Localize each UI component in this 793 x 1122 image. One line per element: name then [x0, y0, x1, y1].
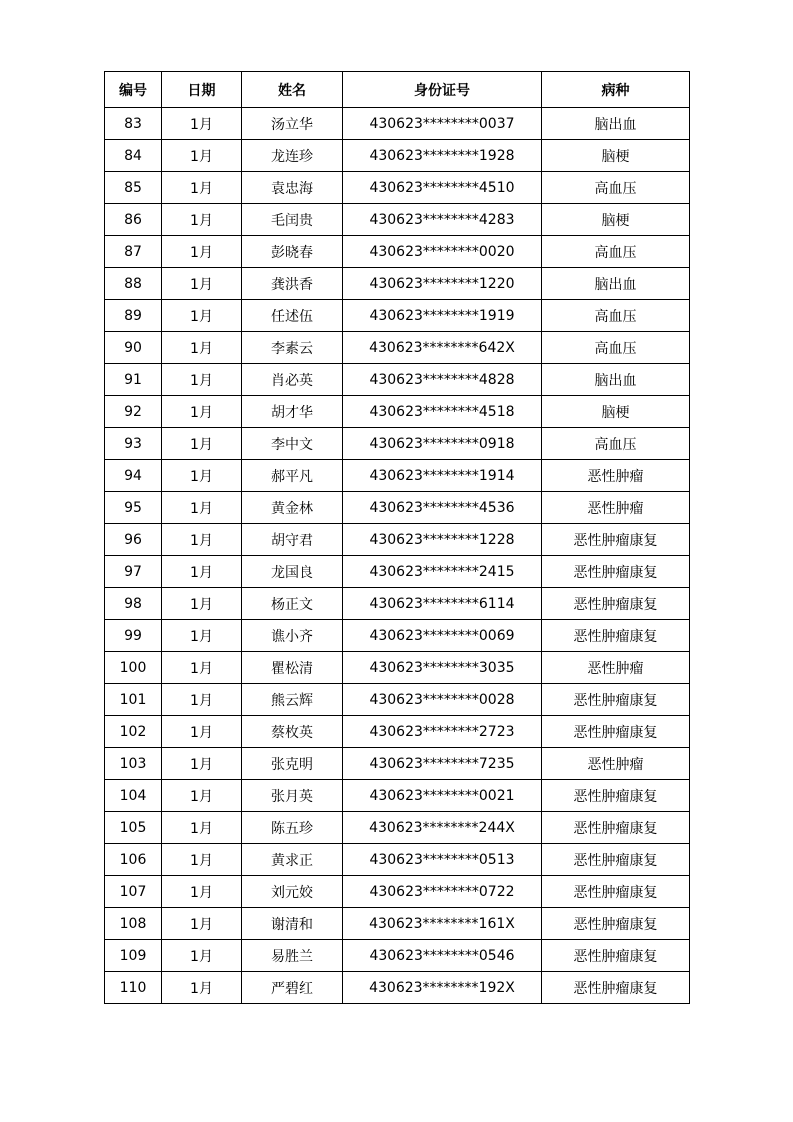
table-row	[105, 908, 690, 940]
cell-id-number: 430623********0021	[343, 780, 542, 812]
cell-date: 1月	[162, 492, 242, 524]
cell-date: 1月	[162, 300, 242, 332]
cell-date: 1月	[162, 812, 242, 844]
cell-date: 1月	[162, 652, 242, 684]
cell-number: 93	[105, 428, 162, 460]
cell-number: 90	[105, 332, 162, 364]
cell-id-number: 430623********0037	[343, 108, 542, 140]
cell-id-number: 430623********1914	[343, 460, 542, 492]
cell-name: 汤立华	[242, 108, 343, 140]
cell-name: 袁忠海	[242, 172, 343, 204]
cell-id-number: 430623********192X	[343, 972, 542, 1004]
cell-number: 97	[105, 556, 162, 588]
cell-date: 1月	[162, 172, 242, 204]
table-row	[105, 236, 690, 268]
cell-number: 94	[105, 460, 162, 492]
cell-date: 1月	[162, 844, 242, 876]
table-row	[105, 332, 690, 364]
cell-name: 谯小齐	[242, 620, 343, 652]
table-row	[105, 748, 690, 780]
cell-disease: 恶性肿瘤康复	[542, 972, 690, 1004]
cell-date: 1月	[162, 268, 242, 300]
table-row	[105, 140, 690, 172]
cell-id-number: 430623********0513	[343, 844, 542, 876]
cell-disease: 恶性肿瘤康复	[542, 620, 690, 652]
cell-disease: 高血压	[542, 332, 690, 364]
cell-date: 1月	[162, 908, 242, 940]
cell-id-number: 430623********1919	[343, 300, 542, 332]
cell-name: 李中文	[242, 428, 343, 460]
cell-date: 1月	[162, 684, 242, 716]
cell-name: 谢清和	[242, 908, 343, 940]
cell-number: 92	[105, 396, 162, 428]
cell-id-number: 430623********2415	[343, 556, 542, 588]
cell-id-number: 430623********1220	[343, 268, 542, 300]
cell-name: 蔡枚英	[242, 716, 343, 748]
cell-number: 108	[105, 908, 162, 940]
table-row	[105, 268, 690, 300]
table-row	[105, 524, 690, 556]
cell-number: 86	[105, 204, 162, 236]
cell-id-number: 430623********0028	[343, 684, 542, 716]
cell-number: 101	[105, 684, 162, 716]
table-header	[105, 72, 690, 108]
cell-number: 98	[105, 588, 162, 620]
cell-number: 110	[105, 972, 162, 1004]
cell-number: 85	[105, 172, 162, 204]
cell-disease: 脑出血	[542, 364, 690, 396]
cell-name: 胡守君	[242, 524, 343, 556]
cell-id-number: 430623********4510	[343, 172, 542, 204]
cell-date: 1月	[162, 332, 242, 364]
cell-id-number: 430623********0020	[343, 236, 542, 268]
cell-id-number: 430623********0722	[343, 876, 542, 908]
table-row	[105, 684, 690, 716]
cell-date: 1月	[162, 428, 242, 460]
cell-id-number: 430623********1228	[343, 524, 542, 556]
cell-disease: 高血压	[542, 300, 690, 332]
cell-id-number: 430623********4536	[343, 492, 542, 524]
cell-disease: 恶性肿瘤	[542, 492, 690, 524]
cell-id-number: 430623********161X	[343, 908, 542, 940]
cell-name: 严碧红	[242, 972, 343, 1004]
cell-name: 杨正文	[242, 588, 343, 620]
cell-number: 107	[105, 876, 162, 908]
cell-name: 张月英	[242, 780, 343, 812]
cell-disease: 恶性肿瘤	[542, 748, 690, 780]
table-row	[105, 172, 690, 204]
cell-name: 陈五珍	[242, 812, 343, 844]
cell-date: 1月	[162, 876, 242, 908]
cell-name: 黄求正	[242, 844, 343, 876]
header-row	[105, 72, 690, 108]
cell-date: 1月	[162, 364, 242, 396]
cell-name: 黄金林	[242, 492, 343, 524]
table-row	[105, 396, 690, 428]
cell-disease: 恶性肿瘤康复	[542, 876, 690, 908]
table-row	[105, 108, 690, 140]
cell-disease: 恶性肿瘤	[542, 652, 690, 684]
patient-records-table	[104, 71, 690, 1004]
cell-disease: 恶性肿瘤康复	[542, 844, 690, 876]
table-row	[105, 588, 690, 620]
cell-number: 83	[105, 108, 162, 140]
cell-disease: 恶性肿瘤康复	[542, 716, 690, 748]
cell-date: 1月	[162, 204, 242, 236]
header-disease: 病种	[542, 72, 690, 108]
cell-date: 1月	[162, 460, 242, 492]
cell-name: 张克明	[242, 748, 343, 780]
cell-id-number: 430623********244X	[343, 812, 542, 844]
cell-id-number: 430623********7235	[343, 748, 542, 780]
table-row	[105, 972, 690, 1004]
header-number: 编号	[105, 72, 162, 108]
cell-date: 1月	[162, 140, 242, 172]
table-row	[105, 716, 690, 748]
cell-date: 1月	[162, 396, 242, 428]
cell-number: 106	[105, 844, 162, 876]
cell-name: 刘元姣	[242, 876, 343, 908]
table-row	[105, 780, 690, 812]
cell-number: 105	[105, 812, 162, 844]
table-row	[105, 940, 690, 972]
table-row	[105, 364, 690, 396]
cell-id-number: 430623********642X	[343, 332, 542, 364]
cell-number: 91	[105, 364, 162, 396]
cell-number: 87	[105, 236, 162, 268]
cell-disease: 脑出血	[542, 108, 690, 140]
cell-date: 1月	[162, 556, 242, 588]
cell-number: 103	[105, 748, 162, 780]
cell-disease: 脑梗	[542, 204, 690, 236]
cell-name: 任述伍	[242, 300, 343, 332]
cell-disease: 恶性肿瘤康复	[542, 524, 690, 556]
cell-date: 1月	[162, 236, 242, 268]
table-row	[105, 876, 690, 908]
table-row	[105, 428, 690, 460]
cell-name: 瞿松清	[242, 652, 343, 684]
table-row	[105, 204, 690, 236]
cell-number: 102	[105, 716, 162, 748]
cell-name: 郝平凡	[242, 460, 343, 492]
cell-name: 龙连珍	[242, 140, 343, 172]
cell-disease: 脑梗	[542, 140, 690, 172]
cell-disease: 恶性肿瘤康复	[542, 940, 690, 972]
cell-id-number: 430623********6114	[343, 588, 542, 620]
cell-name: 龙国良	[242, 556, 343, 588]
cell-id-number: 430623********0069	[343, 620, 542, 652]
cell-date: 1月	[162, 940, 242, 972]
cell-disease: 恶性肿瘤	[542, 460, 690, 492]
cell-disease: 脑梗	[542, 396, 690, 428]
cell-disease: 恶性肿瘤康复	[542, 588, 690, 620]
cell-disease: 高血压	[542, 428, 690, 460]
table-row	[105, 812, 690, 844]
cell-date: 1月	[162, 780, 242, 812]
cell-id-number: 430623********0918	[343, 428, 542, 460]
cell-number: 88	[105, 268, 162, 300]
header-id-number: 身份证号	[343, 72, 542, 108]
cell-name: 肖必英	[242, 364, 343, 396]
cell-date: 1月	[162, 716, 242, 748]
cell-name: 龚洪香	[242, 268, 343, 300]
cell-number: 96	[105, 524, 162, 556]
table-row	[105, 460, 690, 492]
cell-id-number: 430623********3035	[343, 652, 542, 684]
table-row	[105, 492, 690, 524]
cell-name: 熊云辉	[242, 684, 343, 716]
cell-number: 95	[105, 492, 162, 524]
cell-number: 100	[105, 652, 162, 684]
cell-disease: 恶性肿瘤康复	[542, 780, 690, 812]
header-name: 姓名	[242, 72, 343, 108]
cell-id-number: 430623********2723	[343, 716, 542, 748]
cell-disease: 脑出血	[542, 268, 690, 300]
cell-name: 彭晓春	[242, 236, 343, 268]
cell-number: 84	[105, 140, 162, 172]
cell-number: 104	[105, 780, 162, 812]
cell-disease: 恶性肿瘤康复	[542, 684, 690, 716]
cell-id-number: 430623********4518	[343, 396, 542, 428]
cell-id-number: 430623********0546	[343, 940, 542, 972]
cell-number: 89	[105, 300, 162, 332]
cell-date: 1月	[162, 620, 242, 652]
cell-date: 1月	[162, 588, 242, 620]
cell-disease: 恶性肿瘤康复	[542, 812, 690, 844]
table-row	[105, 652, 690, 684]
table-row	[105, 844, 690, 876]
cell-date: 1月	[162, 108, 242, 140]
cell-name: 胡才华	[242, 396, 343, 428]
cell-name: 李素云	[242, 332, 343, 364]
cell-number: 109	[105, 940, 162, 972]
cell-number: 99	[105, 620, 162, 652]
cell-disease: 高血压	[542, 172, 690, 204]
table-row	[105, 620, 690, 652]
table-row	[105, 556, 690, 588]
cell-disease: 高血压	[542, 236, 690, 268]
cell-date: 1月	[162, 972, 242, 1004]
cell-disease: 恶性肿瘤康复	[542, 556, 690, 588]
cell-name: 易胜兰	[242, 940, 343, 972]
table-body	[105, 108, 690, 1004]
cell-disease: 恶性肿瘤康复	[542, 908, 690, 940]
cell-id-number: 430623********4283	[343, 204, 542, 236]
cell-name: 毛闰贵	[242, 204, 343, 236]
cell-id-number: 430623********1928	[343, 140, 542, 172]
cell-id-number: 430623********4828	[343, 364, 542, 396]
cell-date: 1月	[162, 524, 242, 556]
cell-date: 1月	[162, 748, 242, 780]
table-row	[105, 300, 690, 332]
header-date: 日期	[162, 72, 242, 108]
